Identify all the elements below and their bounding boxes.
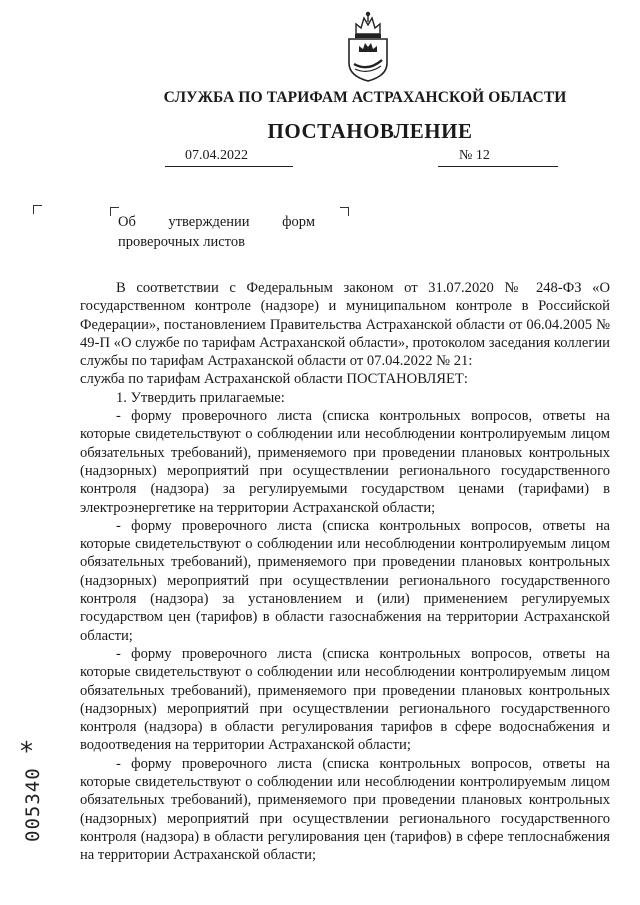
document-date-field — [165, 148, 293, 167]
list-item: - форму проверочного листа (списка контрольных вопросов, ответы на которые свидетельствуют о соблюдении или несоблюдении контролируемым лицом обязательных требований), применяемого при проведении плановых контрольных (надзорных) мероприятий при осуществлении регионального государственного контроля (надзора) в области регулирования тарифов в сфере водоснабжения и водоотведения на территории Астраханской области; — [80, 645, 610, 754]
subject-word: Об — [118, 214, 136, 230]
corner-mark-left — [33, 205, 42, 214]
preamble-paragraph: В соответствии с Федеральным законом от 31.07.2020 № 248-ФЗ «О государственном контроле (надзоре) и муниципальном контроле в Российской Федерации», постановлением Правительства Астраханской области от 06.04.2005 № 49-П «О службе по тарифам Астраханской области», протоколом заседания коллегии службы по тарифам Астраханской области от 07.04.2022 № 21: — [80, 280, 610, 370]
document-date: 07.04.2022 — [185, 148, 248, 163]
corner-mark-subject-right — [340, 207, 349, 216]
resolution-line: служба по тарифам Астраханской области ПОСТАНОВЛЯЕТ: — [80, 371, 468, 388]
document-number-field — [438, 148, 558, 167]
subject-line-1 — [118, 212, 315, 232]
list-item: - форму проверочного листа (списка контрольных вопросов, ответы на которые свидетельствуют о соблюдении или несоблюдении контролируемым лицом обязательных требований), применяемого при проведении плановых контрольных (надзорных) мероприятий при осуществлении регионального государственного контроля (надзора) за регулируемыми государством ценами (тарифами) в электроэнергетике на территории Астраханской области; — [80, 408, 610, 516]
subject-word: форм — [282, 214, 315, 230]
document-body — [80, 279, 610, 865]
document-subject — [118, 212, 315, 252]
subject-line-2: проверочных листов — [118, 234, 245, 250]
stamp-star-icon: * — [20, 737, 33, 767]
document-number: № 12 — [459, 148, 490, 163]
list-item: - форму проверочного листа (списка контрольных вопросов, ответы на которые свидетельствуют о соблюдении или несоблюдении контролируемым лицом обязательных требований), применяемого при проведении плановых контрольных (надзорных) мероприятий при осуществлении регионального государственного контроля (надзора) в области регулирования цен (тарифов) в сфере теплоснабжения на территории Астраханской области; — [80, 755, 610, 864]
document-type-heading: ПОСТАНОВЛЕНИЕ — [267, 119, 473, 143]
coat-of-arms-icon — [343, 8, 393, 83]
point-1: 1. Утвердить прилагаемые: — [116, 389, 285, 406]
margin-stamp-number: 005340 — [22, 767, 44, 842]
list-item: - форму проверочного листа (списка контрольных вопросов, ответы на которые свидетельствуют о соблюдении или несоблюдении контролируемым лицом обязательных требований), применяемого при проведении плановых контрольных (надзорных) мероприятий при осуществлении регионального государственного контроля (надзора) за установлением и (или) применением регулируемых государством цен (тарифов) в области газоснабжения на территории Астраханской области; — [80, 517, 610, 644]
organization-title: СЛУЖБА ПО ТАРИФАМ АСТРАХАНСКОЙ ОБЛАСТИ — [163, 89, 567, 106]
subject-word: утверждении — [168, 214, 250, 230]
